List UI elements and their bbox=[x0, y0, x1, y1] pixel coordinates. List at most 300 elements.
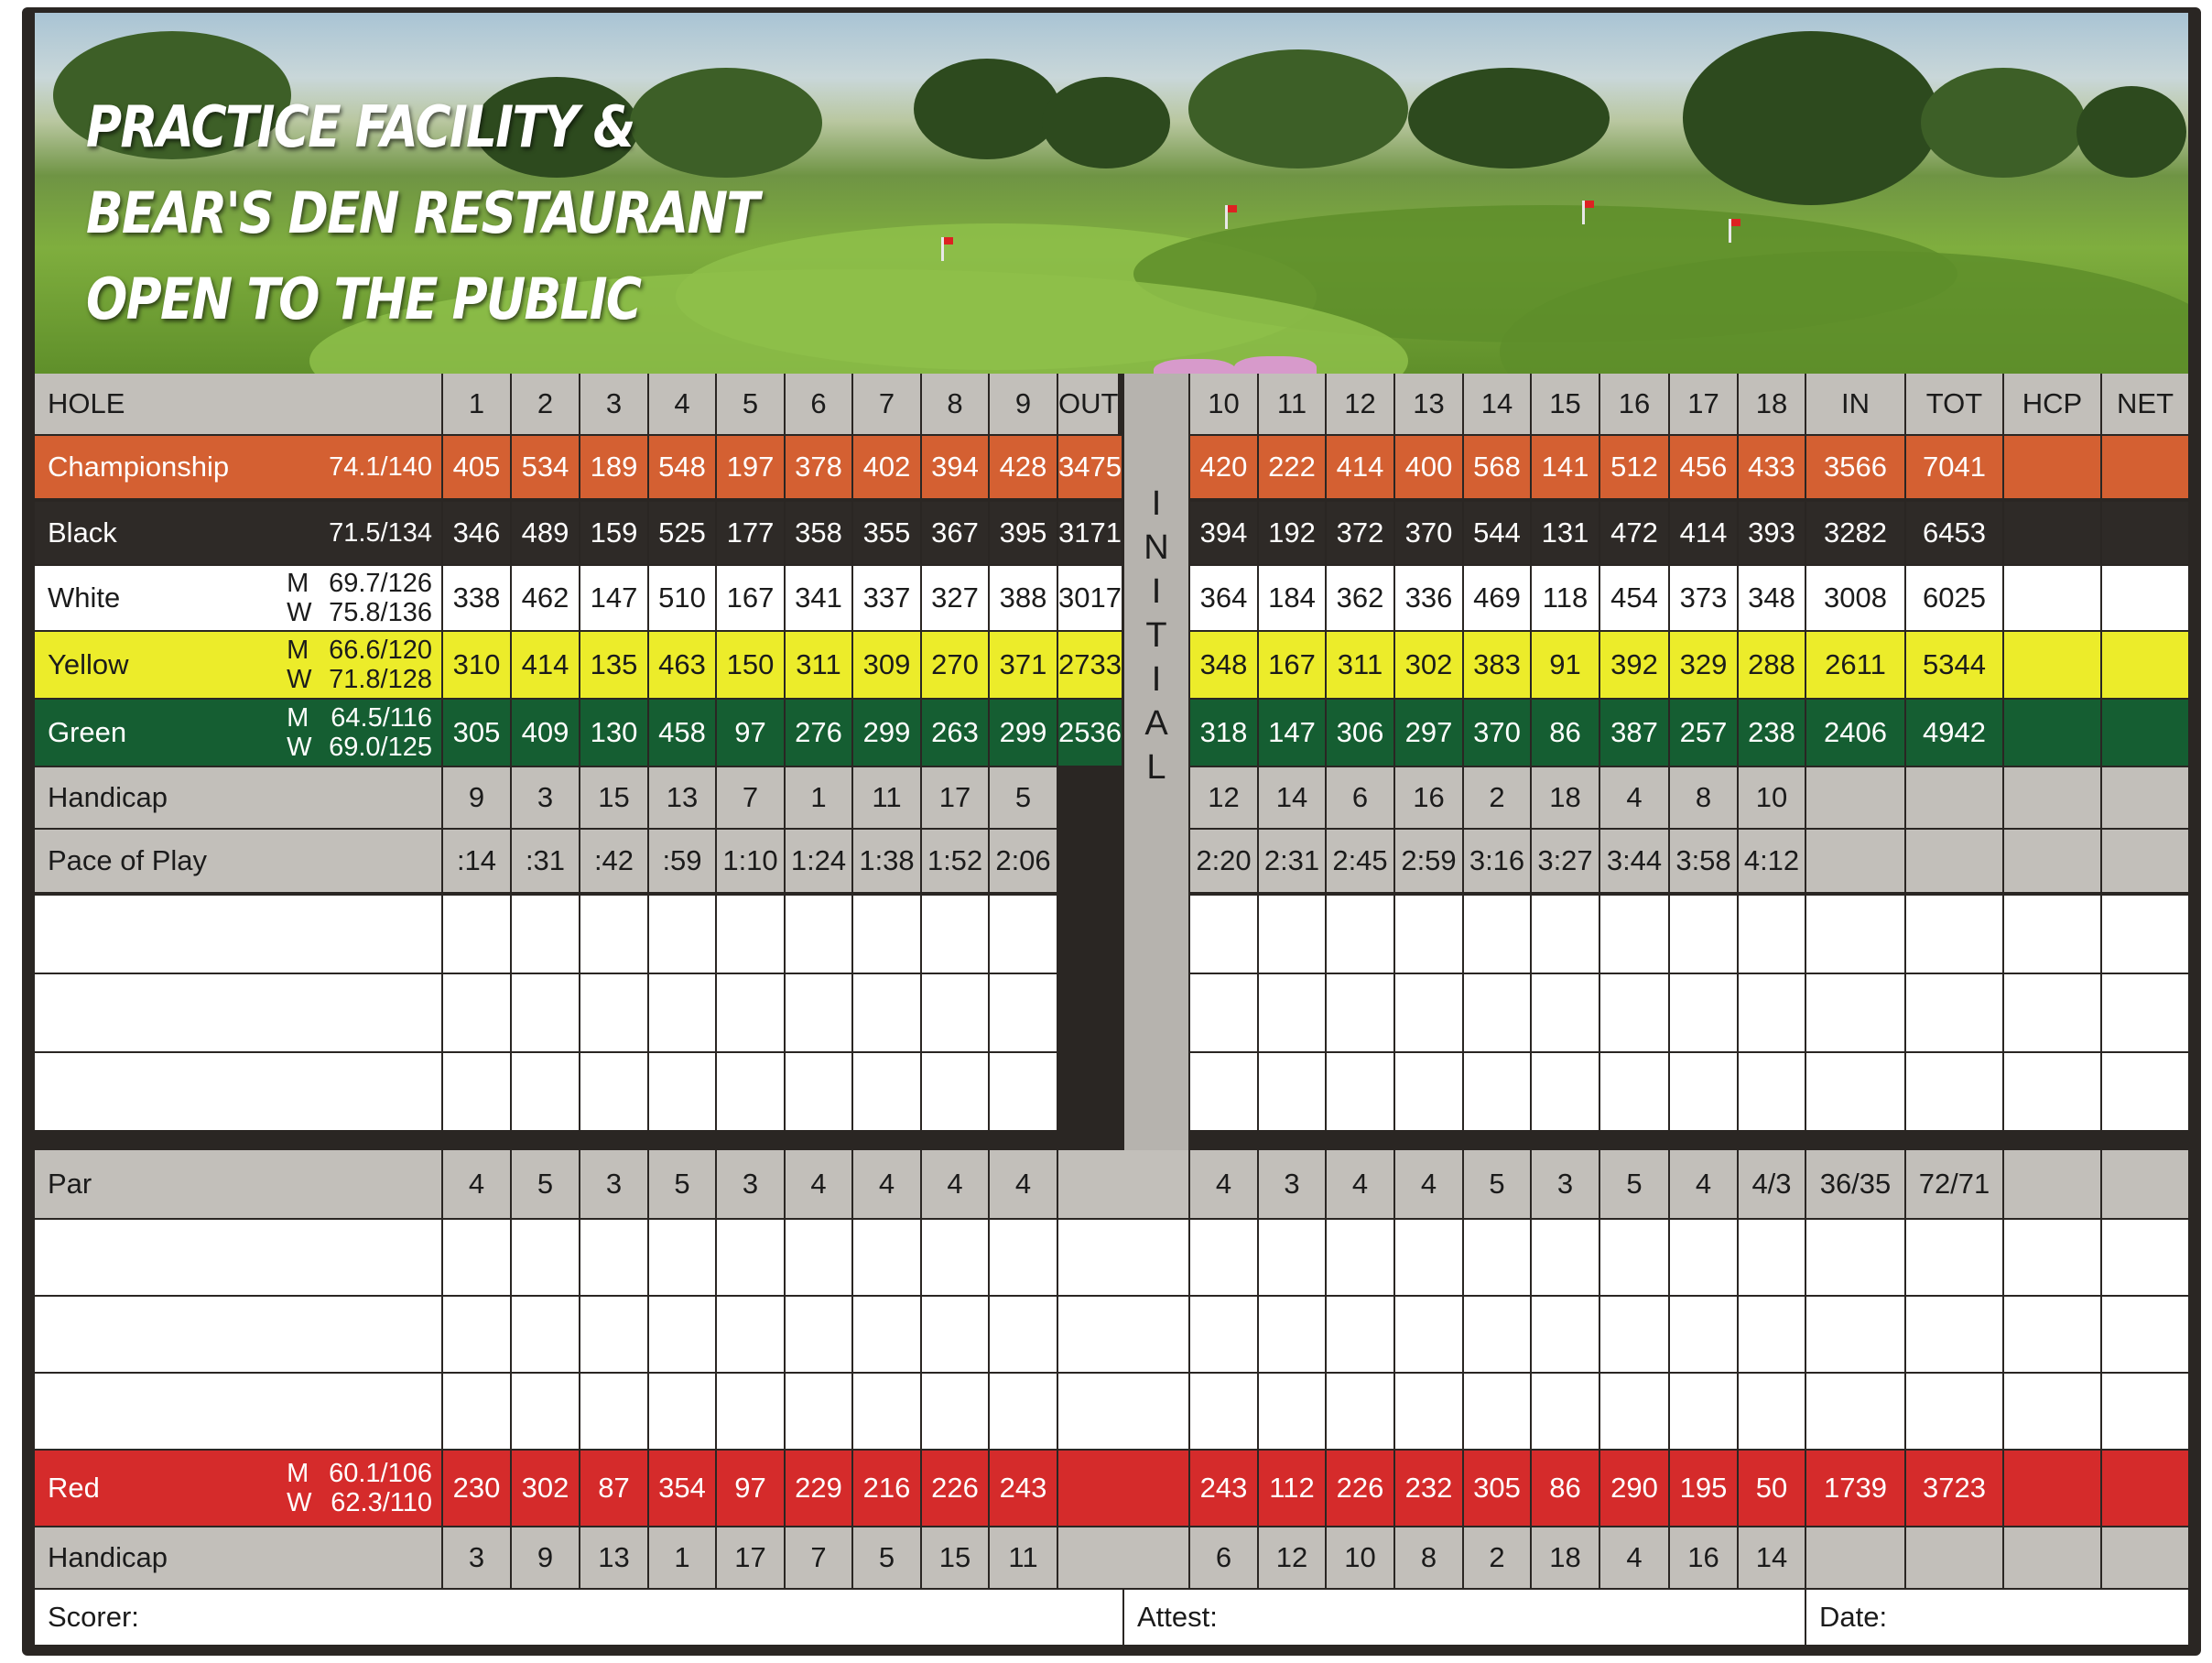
tee-row-green-back-21 bbox=[2004, 700, 2102, 766]
player-row-4-back-13[interactable] bbox=[1395, 1220, 1464, 1295]
tee-row-championship-front-6: 378 bbox=[786, 436, 853, 498]
handicap-women-row-front-8: 15 bbox=[922, 1527, 990, 1588]
player-row-2-back-22[interactable] bbox=[2102, 974, 2188, 1051]
player-row-1-back-13[interactable] bbox=[1395, 896, 1464, 973]
player-row-4-back-20[interactable] bbox=[1906, 1220, 2004, 1295]
player-row-4-back-16[interactable] bbox=[1600, 1220, 1670, 1295]
tee-row-championship-back-21 bbox=[2004, 436, 2102, 498]
player-row-4-back-10[interactable] bbox=[1190, 1220, 1259, 1295]
par-row-back-17: 4 bbox=[1670, 1150, 1739, 1218]
handicap-row-front-9: 5 bbox=[990, 767, 1058, 828]
handicap-row-front-3: 15 bbox=[580, 767, 649, 828]
player-row-1-front-6[interactable] bbox=[786, 896, 853, 973]
tee-row-yellow bbox=[35, 632, 2188, 698]
scorer-field[interactable]: Scorer: bbox=[35, 1590, 1124, 1645]
player-row-3-back-15[interactable] bbox=[1532, 1053, 1600, 1130]
player-row-2-back-12[interactable] bbox=[1327, 974, 1395, 1051]
handicap-women-row-front-5: 17 bbox=[717, 1527, 786, 1588]
tee-name: Yellow bbox=[48, 648, 129, 680]
header-row-label: HOLE bbox=[35, 374, 443, 434]
player-row-2-label bbox=[35, 974, 443, 1051]
player-row-1-front-4[interactable] bbox=[649, 896, 717, 973]
handicap-row-back-10: 12 bbox=[1190, 767, 1259, 828]
player-row-1-back-21[interactable] bbox=[2004, 896, 2102, 973]
player-row-3-front-5[interactable] bbox=[717, 1053, 786, 1130]
player-row-6-back-17[interactable] bbox=[1670, 1374, 1739, 1449]
tee-row-red-back-15: 86 bbox=[1532, 1451, 1600, 1526]
player-row-4-back-11[interactable] bbox=[1259, 1220, 1327, 1295]
player-row-2-back-20[interactable] bbox=[1906, 974, 2004, 1051]
tee-row-green-label bbox=[35, 700, 443, 766]
pace-row-back-18: 4:12 bbox=[1739, 830, 1806, 892]
par-row-back-14: 5 bbox=[1464, 1150, 1532, 1218]
tee-row-yellow-front-6: 311 bbox=[786, 632, 853, 698]
player-row-1-front-3[interactable] bbox=[580, 896, 649, 973]
player-row-1-back-12[interactable] bbox=[1327, 896, 1395, 973]
player-row-5-front-6[interactable] bbox=[786, 1297, 853, 1372]
player-row-1-back-22[interactable] bbox=[2102, 896, 2188, 973]
golf-course-photo bbox=[35, 13, 2188, 375]
player-row-2-front-10[interactable] bbox=[1058, 974, 1060, 1051]
tee-row-red-front-8: 226 bbox=[922, 1451, 990, 1526]
player-row-1-front-8[interactable] bbox=[922, 896, 990, 973]
player-row-5-back-11[interactable] bbox=[1259, 1297, 1327, 1372]
player-row-4-back-21[interactable] bbox=[2004, 1220, 2102, 1295]
player-row-5-back-14[interactable] bbox=[1464, 1297, 1532, 1372]
tee-name: White bbox=[48, 582, 121, 614]
pace-row-front-6: 1:24 bbox=[786, 830, 853, 892]
player-row-2-front-2[interactable] bbox=[512, 974, 580, 1051]
player-row-3-back-12[interactable] bbox=[1327, 1053, 1395, 1130]
tee-row-yellow-back-22 bbox=[2102, 632, 2188, 698]
handicap-women-row-back-10: 6 bbox=[1190, 1527, 1259, 1588]
handicap-row-label: Handicap bbox=[35, 767, 443, 828]
player-row-6-back-14[interactable] bbox=[1464, 1374, 1532, 1449]
header-row-back-14: 14 bbox=[1464, 374, 1532, 434]
tee-row-green-front-2: 409 bbox=[512, 700, 580, 766]
player-row-6-front-8[interactable] bbox=[922, 1374, 990, 1449]
player-row-2-front-3[interactable] bbox=[580, 974, 649, 1051]
player-row-4-front-4[interactable] bbox=[649, 1220, 717, 1295]
player-row-1-front-7[interactable] bbox=[853, 896, 922, 973]
player-row-6-front-7[interactable] bbox=[853, 1374, 922, 1449]
handicap-row-front-6: 1 bbox=[786, 767, 853, 828]
player-row-5-back-16[interactable] bbox=[1600, 1297, 1670, 1372]
tee-row-green-front-9: 299 bbox=[990, 700, 1058, 766]
initial-gap-cell bbox=[1058, 1297, 1190, 1372]
player-row-1-back-11[interactable] bbox=[1259, 896, 1327, 973]
player-row-3-back-20[interactable] bbox=[1906, 1053, 2004, 1130]
tee-row-black-label bbox=[35, 502, 443, 564]
tee-row-red-back-12: 226 bbox=[1327, 1451, 1395, 1526]
player-row-6-back-22[interactable] bbox=[2102, 1374, 2188, 1449]
tee-row-white-back-16: 454 bbox=[1600, 566, 1670, 630]
pace-row-back-16: 3:44 bbox=[1600, 830, 1670, 892]
course-rating: M 69.7/126 W 75.8/136 bbox=[287, 569, 432, 627]
handicap-women-row-back-11: 12 bbox=[1259, 1527, 1327, 1588]
initial-gap-cell bbox=[1058, 1451, 1190, 1526]
player-row-6-back-15[interactable] bbox=[1532, 1374, 1600, 1449]
player-row-3-front-1[interactable] bbox=[443, 1053, 512, 1130]
player-row-3-back-11[interactable] bbox=[1259, 1053, 1327, 1130]
handicap-women-row-front-6: 7 bbox=[786, 1527, 853, 1588]
tee-row-black-front-1: 346 bbox=[443, 502, 512, 564]
player-row-6-back-19[interactable] bbox=[1806, 1374, 1906, 1449]
player-row-1-back-10[interactable] bbox=[1190, 896, 1259, 973]
tee-row-championship-back-11: 222 bbox=[1259, 436, 1327, 498]
player-row-3-front-3[interactable] bbox=[580, 1053, 649, 1130]
tee-row-white-label bbox=[35, 566, 443, 630]
tee-row-yellow-back-21 bbox=[2004, 632, 2102, 698]
tee-name: Red bbox=[48, 1472, 100, 1504]
course-rating: 74.1/140 bbox=[329, 451, 432, 482]
par-row-front-3: 3 bbox=[580, 1150, 649, 1218]
player-row-6-back-12[interactable] bbox=[1327, 1374, 1395, 1449]
player-row-2-back-11[interactable] bbox=[1259, 974, 1327, 1051]
player-row-2-back-21[interactable] bbox=[2004, 974, 2102, 1051]
tee-row-yellow-back-10: 348 bbox=[1190, 632, 1259, 698]
player-row-5-front-2[interactable] bbox=[512, 1297, 580, 1372]
pace-row-back-12: 2:45 bbox=[1327, 830, 1395, 892]
tee-row-yellow-front-2: 414 bbox=[512, 632, 580, 698]
header-row-back-22: NET bbox=[2102, 374, 2188, 434]
initial-gap-cell bbox=[1058, 1374, 1190, 1449]
player-row-6-front-9[interactable] bbox=[990, 1374, 1058, 1449]
player-row-4-front-7[interactable] bbox=[853, 1220, 922, 1295]
header-row-back-10: 10 bbox=[1190, 374, 1259, 434]
handicap-women-row-front-2: 9 bbox=[512, 1527, 580, 1588]
pace-row-back-14: 3:16 bbox=[1464, 830, 1532, 892]
tee-row-yellow-back-20: 5344 bbox=[1906, 632, 2004, 698]
tee-row-championship-front-3: 189 bbox=[580, 436, 649, 498]
player-row-6-front-2[interactable] bbox=[512, 1374, 580, 1449]
player-row-2-back-13[interactable] bbox=[1395, 974, 1464, 1051]
handicap-row-back-11: 14 bbox=[1259, 767, 1327, 828]
tee-row-championship-front-8: 394 bbox=[922, 436, 990, 498]
tee-row-green-front-8: 263 bbox=[922, 700, 990, 766]
player-row-5-back-21[interactable] bbox=[2004, 1297, 2102, 1372]
tee-row-black-back-11: 192 bbox=[1259, 502, 1327, 564]
par-row-back-11: 3 bbox=[1259, 1150, 1327, 1218]
header-row-front-9: 9 bbox=[990, 374, 1058, 434]
tee-row-white-back-19: 3008 bbox=[1806, 566, 1906, 630]
player-row-5-back-17[interactable] bbox=[1670, 1297, 1739, 1372]
tee-row-white-front-1: 338 bbox=[443, 566, 512, 630]
handicap-women-row-back-22 bbox=[2102, 1527, 2188, 1588]
player-row-3-back-21[interactable] bbox=[2004, 1053, 2102, 1130]
pace-row-back-22 bbox=[2102, 830, 2188, 892]
player-row-2-front-6[interactable] bbox=[786, 974, 853, 1051]
player-row-4-back-15[interactable] bbox=[1532, 1220, 1600, 1295]
player-row-4-front-2[interactable] bbox=[512, 1220, 580, 1295]
player-row-4-front-5[interactable] bbox=[717, 1220, 786, 1295]
player-row-4-front-3[interactable] bbox=[580, 1220, 649, 1295]
player-row-1-back-20[interactable] bbox=[1906, 896, 2004, 973]
handicap-row-back-18: 10 bbox=[1739, 767, 1806, 828]
handicap-row-front-7: 11 bbox=[853, 767, 922, 828]
player-row-1-back-16[interactable] bbox=[1600, 896, 1670, 973]
player-row-1-back-17[interactable] bbox=[1670, 896, 1739, 973]
pace-row-front-10 bbox=[1058, 830, 1060, 892]
tee-row-black-back-21 bbox=[2004, 502, 2102, 564]
player-row-1-front-2[interactable] bbox=[512, 896, 580, 973]
player-row-5-back-13[interactable] bbox=[1395, 1297, 1464, 1372]
player-row-1-back-14[interactable] bbox=[1464, 896, 1532, 973]
banner-headline bbox=[86, 84, 759, 342]
player-row-4-back-12[interactable] bbox=[1327, 1220, 1395, 1295]
tee-row-green-back-13: 297 bbox=[1395, 700, 1464, 766]
player-row-2-back-19[interactable] bbox=[1806, 974, 1906, 1051]
player-row-4-back-18[interactable] bbox=[1739, 1220, 1806, 1295]
player-row-5-back-22[interactable] bbox=[2102, 1297, 2188, 1372]
handicap-women-row-back-12: 10 bbox=[1327, 1527, 1395, 1588]
player-row-3-front-8[interactable] bbox=[922, 1053, 990, 1130]
tee-row-black-front-3: 159 bbox=[580, 502, 649, 564]
player-row-4-back-19[interactable] bbox=[1806, 1220, 1906, 1295]
player-row-3-back-19[interactable] bbox=[1806, 1053, 1906, 1130]
tee-row-yellow-label bbox=[35, 632, 443, 698]
player-row-6-front-6[interactable] bbox=[786, 1374, 853, 1449]
tee-row-championship-back-14: 568 bbox=[1464, 436, 1532, 498]
tee-row-black-front-9: 395 bbox=[990, 502, 1058, 564]
player-row-4-back-17[interactable] bbox=[1670, 1220, 1739, 1295]
headline-line-3: OPEN TO THE PUBLIC bbox=[86, 266, 641, 332]
player-row-5-front-5[interactable] bbox=[717, 1297, 786, 1372]
tee-row-black-front-8: 367 bbox=[922, 502, 990, 564]
handicap-row-back-21 bbox=[2004, 767, 2102, 828]
tee-row-white-back-22 bbox=[2102, 566, 2188, 630]
player-row-6-front-4[interactable] bbox=[649, 1374, 717, 1449]
player-row-2-back-14[interactable] bbox=[1464, 974, 1532, 1051]
player-row-5-front-4[interactable] bbox=[649, 1297, 717, 1372]
player-row-3-front-4[interactable] bbox=[649, 1053, 717, 1130]
header-row-front-1: 1 bbox=[443, 374, 512, 434]
player-row-2-front-8[interactable] bbox=[922, 974, 990, 1051]
handicap-row-back-15: 18 bbox=[1532, 767, 1600, 828]
tee-row-red-back-20: 3723 bbox=[1906, 1451, 2004, 1526]
player-row-6-back-11[interactable] bbox=[1259, 1374, 1327, 1449]
tee-row-white-front-4: 510 bbox=[649, 566, 717, 630]
tee-row-red-label bbox=[35, 1451, 443, 1526]
player-row-3-front-2[interactable] bbox=[512, 1053, 580, 1130]
tee-row-yellow-back-19: 2611 bbox=[1806, 632, 1906, 698]
player-row-2-front-4[interactable] bbox=[649, 974, 717, 1051]
player-row-4-front-6[interactable] bbox=[786, 1220, 853, 1295]
player-row-5-back-20[interactable] bbox=[1906, 1297, 2004, 1372]
par-row-back-19: 36/35 bbox=[1806, 1150, 1906, 1218]
tee-row-green-back-11: 147 bbox=[1259, 700, 1327, 766]
player-row-4-front-1[interactable] bbox=[443, 1220, 512, 1295]
headline-line-2: BEAR'S DEN RESTAURANT bbox=[86, 179, 759, 246]
tee-row-white-back-21 bbox=[2004, 566, 2102, 630]
player-row-1-back-19[interactable] bbox=[1806, 896, 1906, 973]
tee-row-white-back-12: 362 bbox=[1327, 566, 1395, 630]
par-row-front-5: 3 bbox=[717, 1150, 786, 1218]
player-row-3-front-10[interactable] bbox=[1058, 1053, 1060, 1130]
player-row-6-label bbox=[35, 1374, 443, 1449]
tee-row-green-back-12: 306 bbox=[1327, 700, 1395, 766]
player-row-2-front-1[interactable] bbox=[443, 974, 512, 1051]
initial-letter: I bbox=[1151, 484, 1162, 523]
initial-column bbox=[1124, 374, 1190, 1150]
player-row-5-back-12[interactable] bbox=[1327, 1297, 1395, 1372]
course-rating: M 66.6/120 W 71.8/128 bbox=[287, 636, 432, 694]
handicap-row bbox=[35, 767, 2188, 828]
player-row-4-back-22[interactable] bbox=[2102, 1220, 2188, 1295]
player-row-5-front-8[interactable] bbox=[922, 1297, 990, 1372]
player-row-3-back-18[interactable] bbox=[1739, 1053, 1806, 1130]
player-row-1-back-15[interactable] bbox=[1532, 896, 1600, 973]
tee-row-green-front-5: 97 bbox=[717, 700, 786, 766]
tee-row-red-back-22 bbox=[2102, 1451, 2188, 1526]
header-row-front-3: 3 bbox=[580, 374, 649, 434]
par-row-front-8: 4 bbox=[922, 1150, 990, 1218]
tee-row-white-back-13: 336 bbox=[1395, 566, 1464, 630]
header-row-back-19: IN bbox=[1806, 374, 1906, 434]
tee-row-white-back-15: 118 bbox=[1532, 566, 1600, 630]
tee-row-yellow-back-11: 167 bbox=[1259, 632, 1327, 698]
player-row-1 bbox=[35, 896, 2188, 973]
player-row-4-back-14[interactable] bbox=[1464, 1220, 1532, 1295]
player-row-1-front-9[interactable] bbox=[990, 896, 1058, 973]
player-row-6-front-5[interactable] bbox=[717, 1374, 786, 1449]
player-row-2-back-16[interactable] bbox=[1600, 974, 1670, 1051]
tee-row-black-front-7: 355 bbox=[853, 502, 922, 564]
tee-row-white-back-14: 469 bbox=[1464, 566, 1532, 630]
player-row-2-front-9[interactable] bbox=[990, 974, 1058, 1051]
tee-row-championship-back-18: 433 bbox=[1739, 436, 1806, 498]
player-row-5-front-9[interactable] bbox=[990, 1297, 1058, 1372]
player-row-5-back-19[interactable] bbox=[1806, 1297, 1906, 1372]
player-row-6-front-1[interactable] bbox=[443, 1374, 512, 1449]
par-row-back-20: 72/71 bbox=[1906, 1150, 2004, 1218]
handicap-row-back-16: 4 bbox=[1600, 767, 1670, 828]
player-row-3-back-14[interactable] bbox=[1464, 1053, 1532, 1130]
tee-row-championship-back-20: 7041 bbox=[1906, 436, 2004, 498]
player-row-2-back-15[interactable] bbox=[1532, 974, 1600, 1051]
course-rating: 71.5/134 bbox=[329, 517, 432, 548]
player-row-3 bbox=[35, 1053, 2188, 1130]
player-row-6-back-13[interactable] bbox=[1395, 1374, 1464, 1449]
player-row-3-back-22[interactable] bbox=[2102, 1053, 2188, 1130]
tee-row-championship bbox=[35, 436, 2188, 498]
pace-row-front-4: :59 bbox=[649, 830, 717, 892]
player-row-6-back-20[interactable] bbox=[1906, 1374, 2004, 1449]
handicap-women-row-back-16: 4 bbox=[1600, 1527, 1670, 1588]
tee-row-black-back-22 bbox=[2102, 502, 2188, 564]
player-row-5-back-18[interactable] bbox=[1739, 1297, 1806, 1372]
player-row-2-back-17[interactable] bbox=[1670, 974, 1739, 1051]
tee-row-red-back-13: 232 bbox=[1395, 1451, 1464, 1526]
pace-row-front-2: :31 bbox=[512, 830, 580, 892]
player-row-2-front-5[interactable] bbox=[717, 974, 786, 1051]
date-field[interactable]: Date: bbox=[1806, 1590, 2188, 1645]
player-row-6-back-21[interactable] bbox=[2004, 1374, 2102, 1449]
player-row-4-front-8[interactable] bbox=[922, 1220, 990, 1295]
player-row-5-front-3[interactable] bbox=[580, 1297, 649, 1372]
player-row-1-back-18[interactable] bbox=[1739, 896, 1806, 973]
player-row-5-label bbox=[35, 1297, 443, 1372]
handicap-row-front-5: 7 bbox=[717, 767, 786, 828]
tee-row-championship-back-13: 400 bbox=[1395, 436, 1464, 498]
tee-row-black-front-10: 3171 bbox=[1058, 502, 1123, 564]
initial-gap-cell bbox=[1058, 1527, 1190, 1588]
tee-row-black-back-12: 372 bbox=[1327, 502, 1395, 564]
pace-row-back-17: 3:58 bbox=[1670, 830, 1739, 892]
tee-row-green-back-20: 4942 bbox=[1906, 700, 2004, 766]
header-row-back-20: TOT bbox=[1906, 374, 2004, 434]
tee-row-black bbox=[35, 502, 2188, 564]
handicap-women-row-front-3: 13 bbox=[580, 1527, 649, 1588]
tee-row-yellow-front-9: 371 bbox=[990, 632, 1058, 698]
player-row-4-front-9[interactable] bbox=[990, 1220, 1058, 1295]
par-row-back-16: 5 bbox=[1600, 1150, 1670, 1218]
player-row-2-back-18[interactable] bbox=[1739, 974, 1806, 1051]
player-row-6-back-18[interactable] bbox=[1739, 1374, 1806, 1449]
tee-row-championship-front-2: 534 bbox=[512, 436, 580, 498]
par-row-label: Par bbox=[35, 1150, 443, 1218]
initial-letter: T bbox=[1145, 616, 1167, 655]
player-row-3-back-13[interactable] bbox=[1395, 1053, 1464, 1130]
player-row-2-front-7[interactable] bbox=[853, 974, 922, 1051]
handicap-women-row-back-15: 18 bbox=[1532, 1527, 1600, 1588]
player-row-5-front-1[interactable] bbox=[443, 1297, 512, 1372]
player-row-5-back-10[interactable] bbox=[1190, 1297, 1259, 1372]
tee-row-green-back-15: 86 bbox=[1532, 700, 1600, 766]
player-row-6-back-10[interactable] bbox=[1190, 1374, 1259, 1449]
tee-row-green-front-1: 305 bbox=[443, 700, 512, 766]
player-row-6-back-16[interactable] bbox=[1600, 1374, 1670, 1449]
pace-row-back-13: 2:59 bbox=[1395, 830, 1464, 892]
header-row-front-5: 5 bbox=[717, 374, 786, 434]
tee-row-green-back-19: 2406 bbox=[1806, 700, 1906, 766]
player-row-3-front-9[interactable] bbox=[990, 1053, 1058, 1130]
handicap-row-front-8: 17 bbox=[922, 767, 990, 828]
initial-letter: N bbox=[1144, 528, 1169, 567]
handicap-women-row-front-4: 1 bbox=[649, 1527, 717, 1588]
par-row-back-18: 4/3 bbox=[1739, 1150, 1806, 1218]
player-row-1-front-1[interactable] bbox=[443, 896, 512, 973]
pace-row-back-15: 3:27 bbox=[1532, 830, 1600, 892]
player-row-3-back-16[interactable] bbox=[1600, 1053, 1670, 1130]
handicap-women-row-label: Handicap bbox=[35, 1527, 443, 1588]
tee-row-yellow-back-17: 329 bbox=[1670, 632, 1739, 698]
player-row-3-back-17[interactable] bbox=[1670, 1053, 1739, 1130]
pace-row-front-8: 1:52 bbox=[922, 830, 990, 892]
player-row-3-front-7[interactable] bbox=[853, 1053, 922, 1130]
course-rating: M 60.1/106 W 62.3/110 bbox=[287, 1459, 432, 1517]
tee-row-red-front-5: 97 bbox=[717, 1451, 786, 1526]
tee-row-green-back-10: 318 bbox=[1190, 700, 1259, 766]
player-row-5-back-15[interactable] bbox=[1532, 1297, 1600, 1372]
player-row-6-front-3[interactable] bbox=[580, 1374, 649, 1449]
tee-row-white-front-9: 388 bbox=[990, 566, 1058, 630]
handicap-women-row-front-7: 5 bbox=[853, 1527, 922, 1588]
tee-row-black-back-19: 3282 bbox=[1806, 502, 1906, 564]
course-rating: M 64.5/116 W 69.0/125 bbox=[287, 703, 432, 762]
player-row-3-back-10[interactable] bbox=[1190, 1053, 1259, 1130]
player-row-1-front-10[interactable] bbox=[1058, 896, 1060, 973]
tee-row-red-back-14: 305 bbox=[1464, 1451, 1532, 1526]
tee-row-black-back-13: 370 bbox=[1395, 502, 1464, 564]
player-row-3-front-6[interactable] bbox=[786, 1053, 853, 1130]
player-row-1-front-5[interactable] bbox=[717, 896, 786, 973]
tee-row-green-front-3: 130 bbox=[580, 700, 649, 766]
attest-field[interactable]: Attest: bbox=[1124, 1590, 1806, 1645]
tee-row-championship-back-16: 512 bbox=[1600, 436, 1670, 498]
player-row-2-back-10[interactable] bbox=[1190, 974, 1259, 1051]
player-row-5-front-7[interactable] bbox=[853, 1297, 922, 1372]
